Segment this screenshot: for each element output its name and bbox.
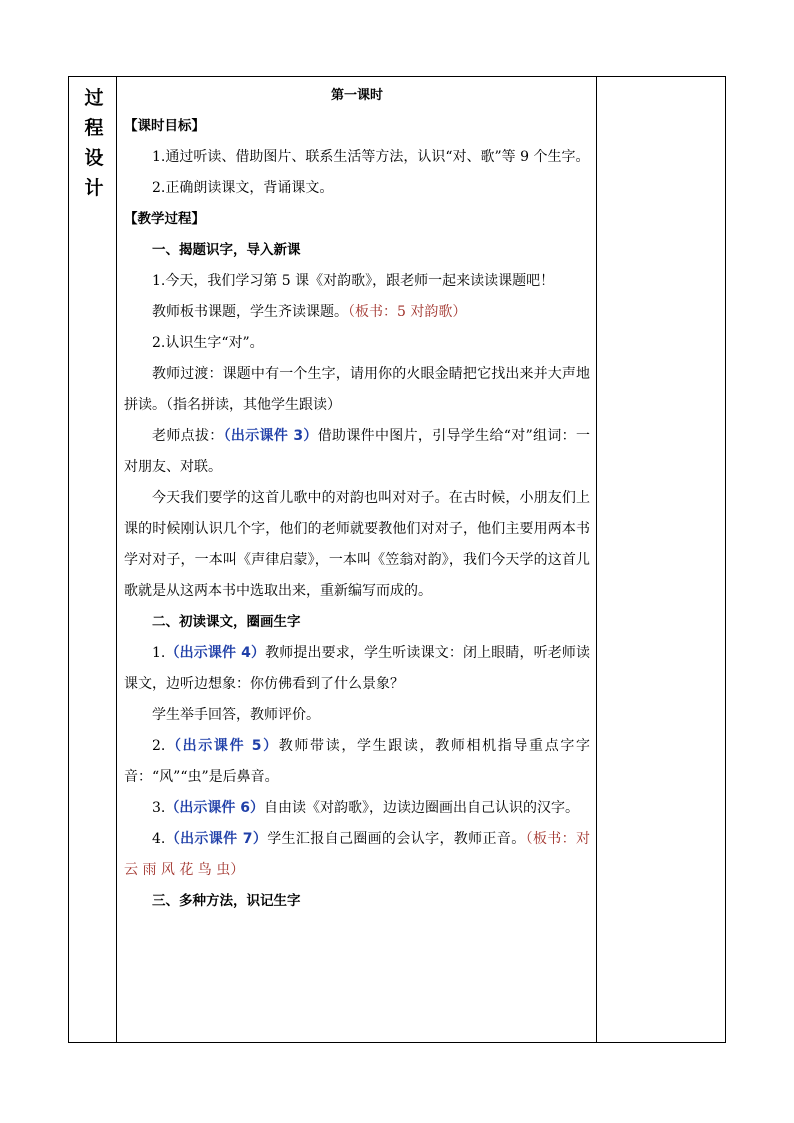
section-2-heading: 二、初读课文，圈画生字 bbox=[152, 614, 301, 630]
board-note: （板书：5 对韵歌） bbox=[348, 304, 467, 320]
s1-paragraph-3: 2.认识生字“对”。 bbox=[152, 335, 264, 351]
s1-paragraph-6: 今天我们要学的这首儿歌中的对韵也叫对对子。在古时候，小朋友们上课的时候刚认识几个字，他们的老师就要教他们对对子，他们主要用两本书学对对子，一本叫《声律启蒙》，一本叫《笠翁对韵》，我们今天学的这首儿歌就是从这两本书中选取出来，重新编写而成的。 bbox=[124, 490, 590, 599]
s1-paragraph-2 bbox=[124, 297, 590, 328]
s1-p5-rest: 借助课件中图片，引导学生给“对”组词：一对朋友、对联。 bbox=[124, 428, 590, 475]
lesson-plan-table bbox=[68, 76, 726, 1043]
label-char: 设 bbox=[84, 147, 104, 169]
lesson-title: 第一课时 bbox=[330, 88, 383, 103]
s2-p3-rest: 教师带读，学生跟读，教师相机指导重点字字音：“风”“虫”是后鼻音。 bbox=[124, 738, 590, 785]
label-char: 计 bbox=[84, 177, 104, 199]
objectives-heading: 【课时目标】 bbox=[124, 118, 205, 134]
s2-p4-num: 3. bbox=[152, 800, 166, 816]
s2-p5-rest: 学生汇报自己圈画的会认字，教师正音。 bbox=[267, 831, 526, 847]
s2-paragraph-1 bbox=[124, 638, 590, 700]
label-char: 程 bbox=[84, 117, 104, 139]
courseware-ref: （出示课件 4） bbox=[165, 645, 266, 661]
board-note: （板书：对 云 雨 风 花 鸟 虫） bbox=[124, 831, 591, 878]
s1-paragraph-4: 教师过渡：课题中有一个生字，请用你的火眼金睛把它找出来并大声地拼读。（指名拼读，其他学生跟读） bbox=[124, 366, 590, 413]
s1-p5-prefix: 老师点拔： bbox=[152, 428, 224, 444]
s1-p2-text: 教师板书课题，学生齐读课题。 bbox=[152, 304, 348, 320]
s2-paragraph-2: 学生举手回答，教师评价。 bbox=[152, 707, 320, 723]
s2-p5-num: 4. bbox=[152, 831, 166, 847]
courseware-ref: （出示课件 5） bbox=[165, 738, 279, 754]
s1-paragraph-1: 1.今天，我们学习第 5 课《对韵歌》，跟老师一起来读读课题吧！ bbox=[152, 273, 555, 289]
s1-paragraph-5 bbox=[124, 421, 590, 483]
s2-paragraph-4 bbox=[124, 793, 590, 824]
process-heading: 【教学过程】 bbox=[124, 211, 205, 227]
objective-1: 1.通过听读、借助图片、联系生活等方法，认识“对、歌”等 9 个生字。 bbox=[152, 149, 590, 165]
content-cell bbox=[116, 77, 596, 1042]
objective-2: 2.正确朗读课文，背诵课文。 bbox=[152, 180, 334, 196]
s2-paragraph-5 bbox=[124, 824, 590, 886]
courseware-ref: （出示课件 7） bbox=[165, 831, 268, 847]
section-3-heading: 三、多种方法，识记生字 bbox=[152, 893, 301, 909]
s2-p1-rest: 教师提出要求，学生听读课文：闭上眼睛，听老师读课文，边听边想象：你仿佛看到了什么景象？ bbox=[124, 645, 590, 692]
label-char: 过 bbox=[84, 87, 104, 109]
s2-p4-rest: 自由读《对韵歌》，边读边圈画出自己认识的汉字。 bbox=[263, 800, 579, 816]
section-label bbox=[82, 83, 106, 203]
s2-p3-num: 2. bbox=[152, 738, 166, 754]
section-label-cell bbox=[69, 77, 116, 1042]
courseware-ref: （出示课件 3） bbox=[223, 428, 318, 444]
notes-cell bbox=[596, 77, 725, 1042]
courseware-ref: （出示课件 6） bbox=[165, 800, 264, 816]
s2-paragraph-3 bbox=[124, 731, 590, 793]
s2-p1-num: 1. bbox=[152, 645, 166, 661]
section-1-heading: 一、揭题识字，导入新课 bbox=[152, 242, 301, 258]
